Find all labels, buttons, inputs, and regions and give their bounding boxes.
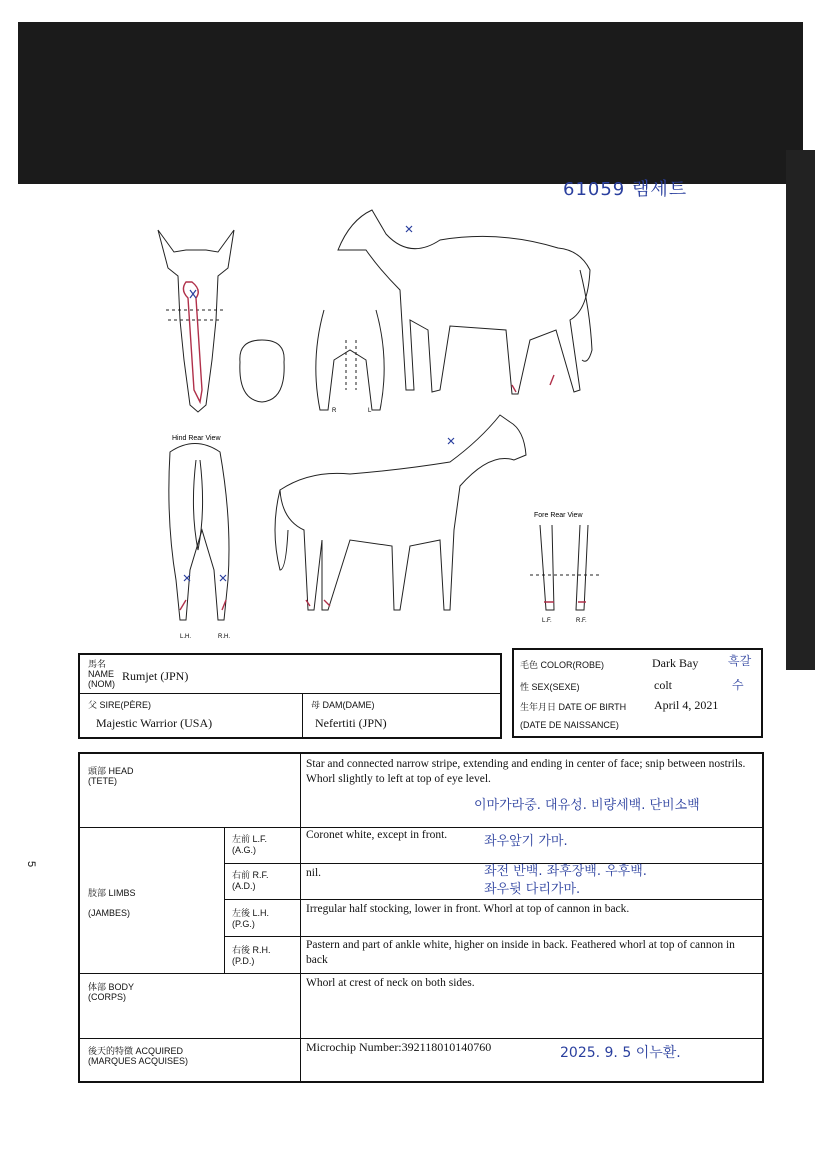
- marker-rh: R.H.: [218, 634, 230, 640]
- rh-label-fr: (P.D.): [232, 956, 255, 966]
- horse-name: Rumjet (JPN): [122, 669, 189, 683]
- body-description: Whorl at crest of neck on both sides.: [306, 977, 475, 989]
- limbs-label: 肢部 LIMBS: [88, 888, 136, 898]
- acquired-label-fr: (MARQUES ACQUISES): [88, 1056, 189, 1066]
- meta-box: [512, 648, 763, 738]
- head-marking: [183, 282, 202, 402]
- rf-label-fr: (A.D.): [232, 881, 256, 891]
- rh-label: 右後 R.H.: [232, 945, 271, 955]
- microchip-number: Microchip Number:392118010140760: [306, 1040, 492, 1054]
- lh-description: Irregular half stocking, lower in front. Whorl at top of cannon in back.: [306, 903, 630, 915]
- color-value: Dark Bay: [652, 656, 699, 670]
- dam-label: 母 DAM(DAME): [311, 700, 375, 710]
- acquired-label: 後天的特徴 ACQUIRED: [88, 1046, 184, 1056]
- lf-label-fr: (A.G.): [232, 845, 256, 855]
- head-label-fr: (TETE): [88, 776, 117, 786]
- horse-marking-diagram: [110, 190, 750, 640]
- description-table: [78, 752, 764, 1083]
- lf-description: Coronet white, except in front.: [306, 829, 448, 841]
- head-label: 頭部 HEAD: [88, 766, 134, 776]
- dob-value: April 4, 2021: [654, 698, 719, 712]
- name-row: [80, 655, 500, 694]
- rh-description: Pastern and part of ankle white, higher on inside in back. Feathered whorl at top of cannon in back: [306, 939, 735, 966]
- muzzle-view: [240, 340, 284, 402]
- identity-box: [78, 653, 502, 739]
- color-label: 毛色 COLOR(ROBE): [520, 660, 605, 670]
- body-label: 体部 BODY: [88, 982, 135, 992]
- limbs-korean-note-2: 좌전 반백. 좌후장백. 우후백.: [484, 864, 647, 879]
- lower-horse-leg-marking: [306, 600, 330, 606]
- dob-label-fr: (DATE DE NAISSANCE): [520, 720, 619, 730]
- limbs-label-fr: (JAMBES): [88, 908, 131, 918]
- marker-lf: L.F.: [542, 618, 552, 624]
- name-label: NAME: [88, 669, 115, 679]
- marker-rf: R.F.: [576, 618, 587, 624]
- marker-r-1: R: [332, 408, 337, 414]
- name-label-fr: (NOM): [88, 679, 115, 689]
- sheet-number-handwritten: 61059 램세트: [563, 179, 688, 200]
- marker-l-1: L: [368, 408, 372, 414]
- rf-label: 右前 R.F.: [232, 870, 269, 880]
- rf-description: nil.: [306, 867, 322, 879]
- head-korean-note: 이마가라중. 대유성. 비량세백. 단비소백: [474, 798, 700, 813]
- sire-value: Majestic Warrior (USA): [96, 716, 213, 730]
- lh-label-fr: (P.G.): [232, 919, 255, 929]
- lf-label: 左前 L.F.: [232, 834, 268, 844]
- hind-rear-view-label: Hind Rear View: [172, 435, 221, 442]
- horse-side-right-facing: [280, 415, 526, 610]
- dam-cell: [303, 694, 500, 737]
- lh-label: 左後 L.H.: [232, 908, 270, 918]
- chest-front-view: [316, 310, 384, 410]
- body-label-fr: (CORPS): [88, 992, 126, 1002]
- acquired-handwritten-date: 2025. 9. 5 이누환.: [560, 1045, 681, 1061]
- marker-lh: L.H.: [180, 634, 192, 640]
- whorl-mark-neck-1: [406, 226, 412, 232]
- sire-label: 父 SIRE(PÈRE): [88, 700, 152, 710]
- scan-dark-edge: [786, 150, 815, 670]
- whorl-mark-neck-2: [448, 438, 454, 444]
- name-label-jp: 馬名: [88, 659, 107, 669]
- head-front-view: [158, 230, 234, 412]
- whorl-mark-head: [190, 290, 196, 298]
- fore-rear-view-label: Fore Rear View: [534, 512, 583, 519]
- head-description: Star and connected narrow stripe, extending and ending in center of face; snip between nostrils. Whorl slightly to left at top of eye level.: [306, 758, 746, 785]
- hind-rear-view: [169, 444, 229, 621]
- sire-cell: [80, 694, 303, 737]
- sex-label: 性 SEX(SEXE): [520, 682, 580, 692]
- scan-dark-band: [18, 22, 803, 184]
- horse-side-left-facing: [338, 210, 590, 394]
- whorl-mark-hind: [184, 575, 226, 581]
- sex-value: colt: [654, 678, 672, 692]
- margin-number: 5: [25, 860, 38, 868]
- color-handwritten-note: 흑갈: [728, 654, 752, 668]
- sex-handwritten-note: 수: [732, 678, 744, 692]
- dob-label: 生年月日 DATE OF BIRTH: [520, 702, 627, 712]
- upper-horse-leg-marking: [512, 375, 554, 392]
- lf-korean-note: 좌우앞기 가마.: [484, 834, 568, 849]
- limbs-korean-note-3: 좌우뒷 다리가마.: [484, 882, 581, 897]
- dam-value: Nefertiti (JPN): [315, 716, 387, 730]
- fore-rear-view: [540, 525, 588, 610]
